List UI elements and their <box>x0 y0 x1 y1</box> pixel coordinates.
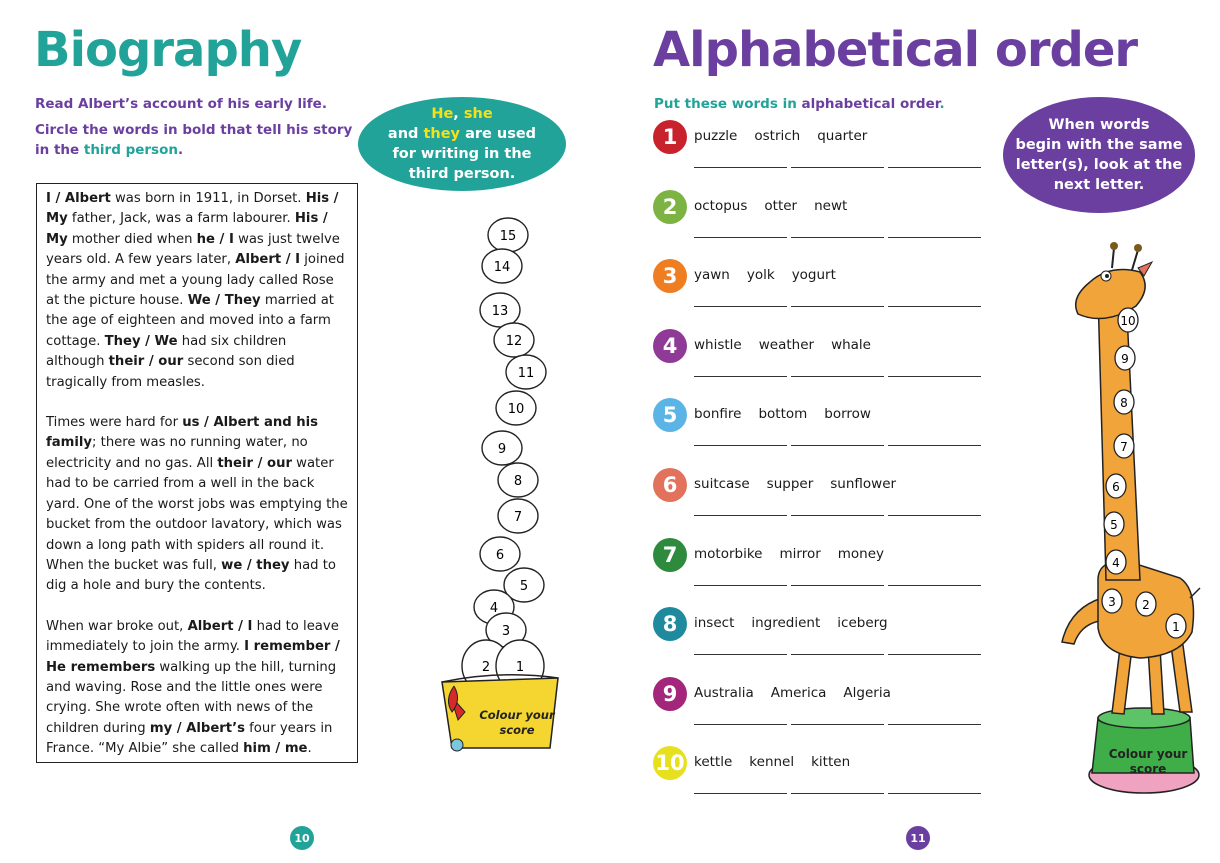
spot-number: 7 <box>1120 440 1128 454</box>
fruit-number: 3 <box>501 624 511 639</box>
choice-words[interactable]: he / I <box>196 231 234 247</box>
word: yolk <box>746 267 775 284</box>
spot-number: 9 <box>1121 352 1129 366</box>
story-text: When war broke out, <box>46 618 188 634</box>
fruit-number: 8 <box>513 474 523 489</box>
answer-line[interactable] <box>791 585 884 586</box>
choice-words[interactable]: Albert / I <box>187 618 253 634</box>
fruit-score-stack <box>430 200 590 760</box>
answer-line[interactable] <box>888 515 981 516</box>
row-number-badge: 7 <box>653 538 687 572</box>
answer-line[interactable] <box>888 654 981 655</box>
word: money <box>837 545 885 562</box>
word-row-6 <box>653 468 993 530</box>
word-row-1 <box>653 120 993 182</box>
row-number-badge: 5 <box>653 398 687 432</box>
word: Algeria <box>843 684 891 701</box>
answer-line[interactable] <box>791 654 884 655</box>
fruit-number: 5 <box>519 579 529 594</box>
fruit-number: 6 <box>495 548 505 563</box>
choice-words[interactable]: my / Albert’s <box>149 720 245 736</box>
row-number-badge: 1 <box>653 120 687 154</box>
word: bonfire <box>694 406 742 423</box>
word: sunflower <box>830 476 897 492</box>
fruit-number: 1 <box>515 660 525 675</box>
giraffe-spot-7[interactable] <box>1114 434 1134 458</box>
story-text: mother died when <box>67 231 197 247</box>
answer-line[interactable] <box>888 376 981 377</box>
fruit-number: 10 <box>507 402 525 417</box>
word: kennel <box>749 754 795 771</box>
story-paragraph-1 <box>46 189 348 393</box>
word: yawn <box>694 267 730 284</box>
giraffe-spot-5[interactable] <box>1104 512 1124 536</box>
fruit-number: 9 <box>497 442 507 457</box>
choice-words[interactable]: His / My <box>46 211 328 247</box>
word: iceberg <box>837 615 888 632</box>
answer-line[interactable] <box>791 515 884 516</box>
word-row-5 <box>653 398 993 460</box>
word-row-10 <box>653 746 993 808</box>
fruit-number: 12 <box>505 334 523 349</box>
word: motorbike <box>694 545 763 562</box>
choice-words[interactable]: him / me <box>243 741 308 757</box>
word: kettle <box>694 754 733 771</box>
choice-words[interactable]: Albert / I <box>235 252 301 268</box>
answer-line[interactable] <box>694 793 787 794</box>
fruit-13[interactable] <box>480 293 520 327</box>
answer-line[interactable] <box>694 445 787 446</box>
spot-number: 5 <box>1110 518 1118 532</box>
answer-line[interactable] <box>791 445 884 446</box>
answer-line[interactable] <box>888 724 981 725</box>
fruit-number: 4 <box>489 601 499 616</box>
answer-line[interactable] <box>694 585 787 586</box>
giraffe-score-chart <box>1040 228 1210 803</box>
giraffe-spot-3[interactable] <box>1102 589 1122 613</box>
word: bottom <box>758 406 808 423</box>
choice-words[interactable]: I remember / He remembers <box>46 639 340 675</box>
word: yogurt <box>791 267 836 284</box>
spot-number: 2 <box>1142 598 1150 612</box>
fruit-15[interactable] <box>488 218 528 252</box>
page-number-right: 11 <box>906 826 930 850</box>
giraffe-spot-2[interactable] <box>1136 592 1156 616</box>
choice-words[interactable]: we / they <box>221 557 290 573</box>
spot-number: 1 <box>1172 620 1180 634</box>
spot-number: 6 <box>1112 480 1120 494</box>
choice-words[interactable]: us / Albert and his family <box>46 415 319 451</box>
word: borrow <box>824 406 871 423</box>
tip-bubble-third-person: He, she and they are used for writing in the third person. <box>358 97 566 191</box>
spot-number: 10 <box>1120 314 1136 328</box>
choice-words[interactable]: their / our <box>217 455 292 471</box>
row-number-badge: 6 <box>653 468 687 502</box>
story-text: . <box>307 741 312 757</box>
spot-number: 4 <box>1112 556 1120 570</box>
fruit-9[interactable] <box>482 431 522 465</box>
answer-line[interactable] <box>888 306 981 307</box>
word: Australia <box>694 684 754 701</box>
story-text: walking up the hill, turning and waving. Rose and the little ones were crying. She wrote often with news of the children during <box>46 659 337 736</box>
word: supper <box>766 476 814 492</box>
choice-words[interactable]: I / Albert <box>46 191 111 206</box>
fruit-14[interactable] <box>482 249 522 283</box>
answer-line[interactable] <box>888 237 981 238</box>
answer-line[interactable] <box>791 724 884 725</box>
choice-words[interactable]: His / My <box>46 191 339 227</box>
story-text: second son died tragically from measles. <box>46 354 295 390</box>
answer-line[interactable] <box>694 515 787 516</box>
fruit-8[interactable] <box>498 463 538 497</box>
answer-line[interactable] <box>694 654 787 655</box>
word-row-4 <box>653 329 993 391</box>
fruit-10[interactable] <box>496 391 536 425</box>
story-text: had to dig a hole and bury the contents. <box>46 557 336 594</box>
answer-line[interactable] <box>694 237 787 238</box>
story-text: joined the army and met a young lady called Rose at the picture house. <box>46 252 345 309</box>
row-number-badge: 3 <box>653 259 687 293</box>
answer-line[interactable] <box>694 724 787 725</box>
spot-number: 8 <box>1120 396 1128 410</box>
word-row-7 <box>653 538 993 600</box>
giraffe-spot-1[interactable] <box>1166 614 1186 638</box>
choice-words[interactable]: They / We <box>104 333 178 349</box>
story-paragraph-3 <box>46 617 348 760</box>
answer-line[interactable] <box>791 306 884 307</box>
story-paragraph-2 <box>46 413 348 597</box>
tip-bubble-same-letters: When words begin with the same letter(s), look at the next letter. <box>1003 97 1195 213</box>
answer-line[interactable] <box>888 793 981 794</box>
word-row-8 <box>653 607 993 669</box>
spot-number: 3 <box>1108 595 1116 609</box>
story-text: ; there was no running water, no electricity and no gas. All <box>46 435 308 471</box>
instruction-alphabetical: Put these words in alphabetical order. <box>654 96 945 112</box>
page-title-biography: Biography <box>34 22 302 78</box>
story-text: Times were hard for <box>46 415 183 431</box>
story-text: was born in 1911, in Dorset. <box>110 191 306 206</box>
word: suitcase <box>694 476 750 492</box>
giraffe-spot-9[interactable] <box>1115 346 1135 370</box>
story-text: father, Jack, was a farm labourer. <box>67 211 295 227</box>
story-text: married at the age of eighteen and moved into a farm cottage. <box>46 293 334 349</box>
giraffe-spot-4[interactable] <box>1106 550 1126 574</box>
instruction-circle: Circle the words in bold that tell his story in the third person. <box>35 122 353 158</box>
answer-line[interactable] <box>888 585 981 586</box>
story-text: had to leave immediately to join the army. <box>46 618 339 655</box>
word: ingredient <box>751 615 821 632</box>
story-box <box>36 183 358 763</box>
story-text: had six children although <box>46 333 287 370</box>
giraffe-spot-10[interactable] <box>1118 308 1138 332</box>
story-text: water had to be carried from a well in the back yard. One of the worst jobs was emptying the bucket from the outdoor lavatory, which was down a long path with spiders all round it. When the bucket was full, <box>46 455 348 573</box>
fruit-number: 7 <box>513 510 523 525</box>
word: ostrich <box>754 128 801 144</box>
row-number-badge: 2 <box>653 190 687 224</box>
page-title-alphabetical-order: Alphabetical order <box>653 22 1138 78</box>
giraffe-spot-8[interactable] <box>1114 390 1134 414</box>
word: weather <box>758 336 815 353</box>
answer-line[interactable] <box>888 445 981 446</box>
fruit-11[interactable] <box>506 355 546 389</box>
row-number-badge: 8 <box>653 607 687 641</box>
answer-line[interactable] <box>888 167 981 168</box>
answer-line[interactable] <box>694 306 787 307</box>
answer-line[interactable] <box>694 167 787 168</box>
word: otter <box>764 197 798 214</box>
word: whale <box>831 336 871 353</box>
row-number-badge: 4 <box>653 329 687 363</box>
answer-line[interactable] <box>791 237 884 238</box>
story-text: four years in France. “My Albie” she called <box>46 720 333 757</box>
score-label-right: Colour your score <box>1108 747 1188 776</box>
word: quarter <box>817 128 868 144</box>
fruit-12[interactable] <box>494 323 534 357</box>
story-text: was just twelve years old. A few years later, <box>46 231 340 268</box>
fruit-7[interactable] <box>498 499 538 533</box>
answer-line[interactable] <box>791 376 884 377</box>
word-row-9 <box>653 677 993 739</box>
word: octopus <box>694 197 748 214</box>
word: puzzle <box>694 128 738 144</box>
row-number-badge: 9 <box>653 677 687 711</box>
word: insect <box>694 615 735 632</box>
word-row-2 <box>653 190 993 252</box>
fruit-number: 11 <box>517 366 535 381</box>
word: kitten <box>811 754 851 771</box>
instruction-read: Read Albert’s account of his early life. <box>35 96 327 112</box>
word: mirror <box>779 545 821 562</box>
word: whistle <box>694 336 742 353</box>
row-number-badge: 10 <box>653 746 687 780</box>
answer-line[interactable] <box>791 793 884 794</box>
fruit-number: 2 <box>481 660 491 675</box>
page-number-left: 10 <box>290 826 314 850</box>
answer-line[interactable] <box>791 167 884 168</box>
word: America <box>770 684 827 701</box>
giraffe-spot-6[interactable] <box>1106 474 1126 498</box>
fruit-number: 13 <box>491 304 509 319</box>
word-row-3 <box>653 259 993 321</box>
fruit-number: 14 <box>493 260 511 275</box>
choice-words[interactable]: their / our <box>108 354 184 370</box>
fruit-number: 15 <box>499 229 517 244</box>
choice-words[interactable]: We / They <box>187 293 261 309</box>
fruit-6[interactable] <box>480 537 520 571</box>
word: newt <box>814 197 848 214</box>
answer-line[interactable] <box>694 376 787 377</box>
score-label-left: Colour your score <box>479 708 555 737</box>
